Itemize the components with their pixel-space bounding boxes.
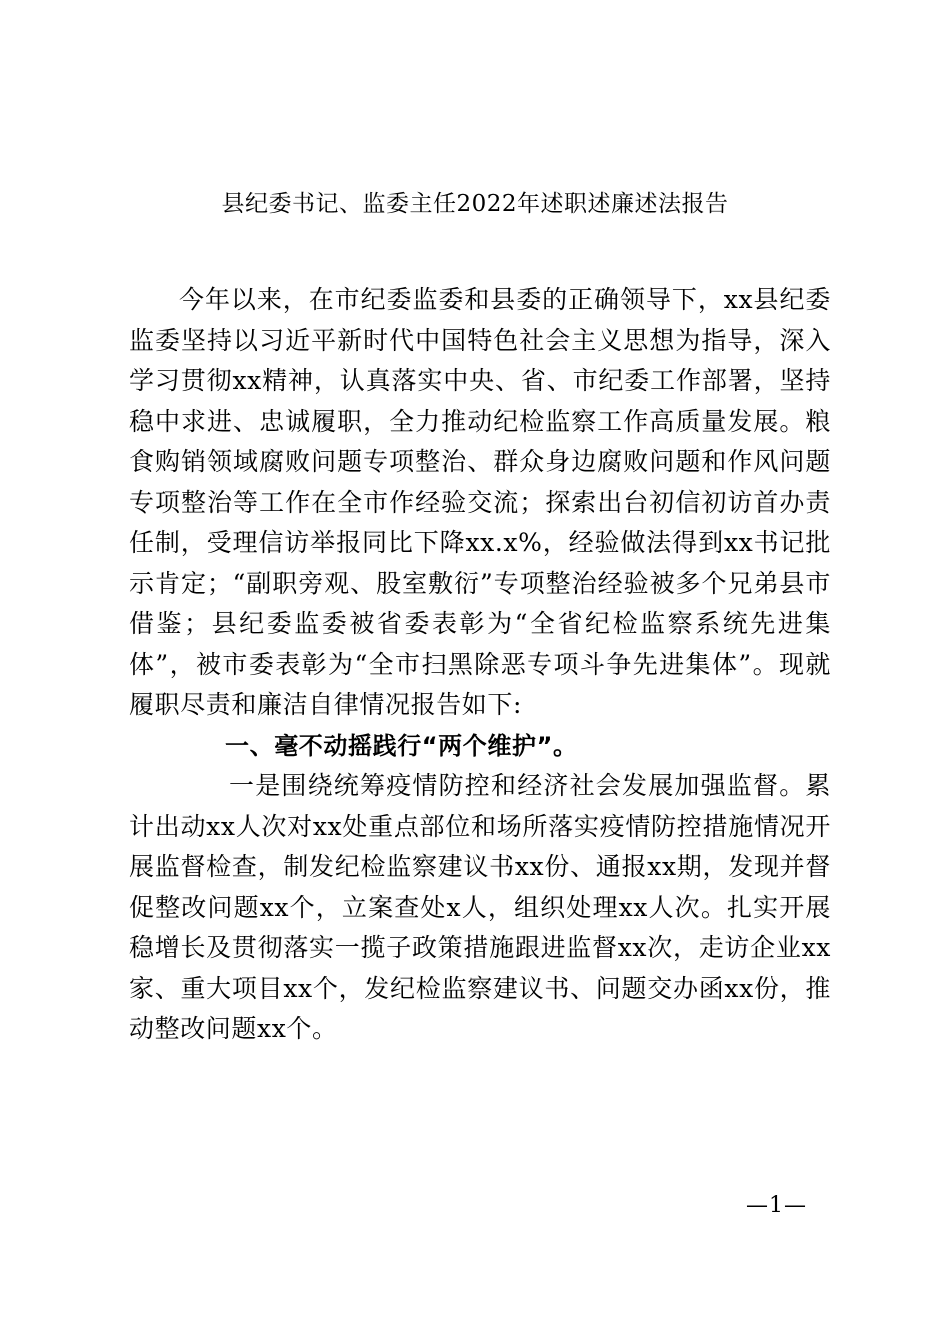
document-body [129, 280, 831, 1050]
section-heading: 一、毫不动摇践行“两个维护”。 [225, 731, 578, 760]
document-title: 县纪委书记、监委主任2022年述职述廉述法报告 [221, 191, 729, 217]
intro-paragraph: 今年以来，在市纪委监委和县委的正确领导下，xx县纪委监委坚持以习近平新时代中国特色社会主义思想为指导，深入学习贯彻xx精神，认真落实中央、省、市纪委工作部署，坚持稳中求进、忠诚履职，全力推动纪检监察工作高质量发展。粮食购销领域腐败问题专项整治、群众身边腐败问题和作风问题专项整治等工作在全市作经验交流；探索出台初信初访首办责任制，受理信访举报同比下降xx.x%，经验做法得到xx书记批示肯定；“副职旁观、股室敷衍”专项整治经验被多个兄弟县市借鉴；县纪委监委被省委表彰为“全省纪检监察系统先进集体”，被市委表彰为“全市扫黑除恶专项斗争先进集体”。现就履职尽责和廉洁自律情况报告如下: [129, 285, 831, 719]
section-paragraph: 一是围绕统筹疫情防控和经济社会发展加强监督。累计出动xx人次对xx处重点部位和场所落实疫情防控措施情况开展监督检查，制发纪检监察建议书xx份、通报xx期，发现并督促整改问题xx个，立案查处x人，组织处理xx人次。扎实开展稳增长及贯彻落实一揽子政策措施跟进监督xx次，走访企业xx家、重大项目xx个，发纪检监察建议书、问题交办函xx份，推动整改问题xx个。 [129, 771, 831, 1043]
page-number: —1— [746, 1193, 807, 1218]
